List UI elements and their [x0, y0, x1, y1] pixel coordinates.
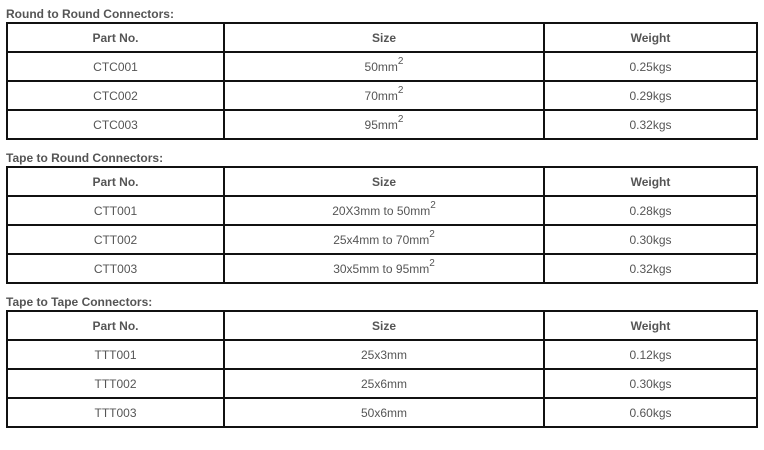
header-weight: Weight	[544, 311, 757, 340]
weight-cell: 0.32kgs	[544, 110, 757, 139]
size-superscript: 2	[397, 113, 404, 125]
table-row	[7, 110, 757, 139]
size-cell	[224, 369, 544, 398]
connector-table	[6, 166, 758, 284]
table-row	[7, 52, 757, 81]
header-part-no: Part No.	[7, 167, 224, 196]
weight-cell: 0.32kgs	[544, 254, 757, 283]
part-no-cell: CTC001	[7, 52, 224, 81]
size-cell	[224, 110, 544, 139]
table-row	[7, 340, 757, 369]
weight-cell: 0.12kgs	[544, 340, 757, 369]
size-cell	[224, 81, 544, 110]
header-size: Size	[224, 311, 544, 340]
header-weight: Weight	[544, 23, 757, 52]
part-no-cell: TTT002	[7, 369, 224, 398]
weight-cell: 0.28kgs	[544, 196, 757, 225]
table-row	[7, 254, 757, 283]
header-size: Size	[224, 167, 544, 196]
size-cell	[224, 398, 544, 427]
table-header-row	[7, 311, 757, 340]
header-size: Size	[224, 23, 544, 52]
section-tape-to-tape	[6, 294, 756, 428]
weight-cell: 0.60kgs	[544, 398, 757, 427]
section-tape-to-round	[6, 150, 756, 284]
part-no-cell: CTT003	[7, 254, 224, 283]
section-title: Tape to Round Connectors:	[6, 151, 164, 165]
weight-cell: 0.30kgs	[544, 225, 757, 254]
connector-table	[6, 310, 758, 428]
table-row	[7, 398, 757, 427]
header-part-no: Part No.	[7, 311, 224, 340]
size-value: 25x6mm	[360, 376, 407, 391]
size-cell	[224, 340, 544, 369]
header-weight: Weight	[544, 167, 757, 196]
size-superscript: 2	[429, 228, 435, 240]
section-title: Tape to Tape Connectors:	[6, 295, 153, 309]
weight-cell: 0.30kgs	[544, 369, 757, 398]
part-no-cell: TTT003	[7, 398, 224, 427]
size-value: 25x4mm to 70mm	[333, 232, 430, 247]
size-value: 70mm	[364, 88, 398, 103]
section-title: Round to Round Connectors:	[6, 7, 174, 21]
connector-table	[6, 22, 758, 140]
part-no-cell: TTT001	[7, 340, 224, 369]
size-superscript: 2	[429, 257, 435, 269]
size-cell	[224, 196, 544, 225]
table-row	[7, 225, 757, 254]
table-header-row	[7, 23, 757, 52]
size-superscript: 2	[397, 55, 404, 67]
table-row	[7, 369, 757, 398]
size-value: 50x6mm	[360, 405, 407, 420]
size-cell	[224, 254, 544, 283]
header-part-no: Part No.	[7, 23, 224, 52]
size-cell	[224, 52, 544, 81]
part-no-cell: CTC003	[7, 110, 224, 139]
size-value: 20X3mm to 50mm	[332, 203, 431, 218]
size-value: 50mm	[364, 59, 398, 74]
size-superscript: 2	[430, 199, 436, 211]
size-value: 25x3mm	[360, 347, 407, 362]
size-cell	[224, 225, 544, 254]
section-round-to-round	[6, 6, 756, 140]
part-no-cell: CTT002	[7, 225, 224, 254]
part-no-cell: CTC002	[7, 81, 224, 110]
size-superscript: 2	[397, 84, 404, 96]
table-header-row	[7, 167, 757, 196]
weight-cell: 0.25kgs	[544, 52, 757, 81]
weight-cell: 0.29kgs	[544, 81, 757, 110]
table-row	[7, 196, 757, 225]
size-value: 30x5mm to 95mm	[333, 261, 430, 276]
table-row	[7, 81, 757, 110]
part-no-cell: CTT001	[7, 196, 224, 225]
size-value: 95mm	[364, 117, 398, 132]
